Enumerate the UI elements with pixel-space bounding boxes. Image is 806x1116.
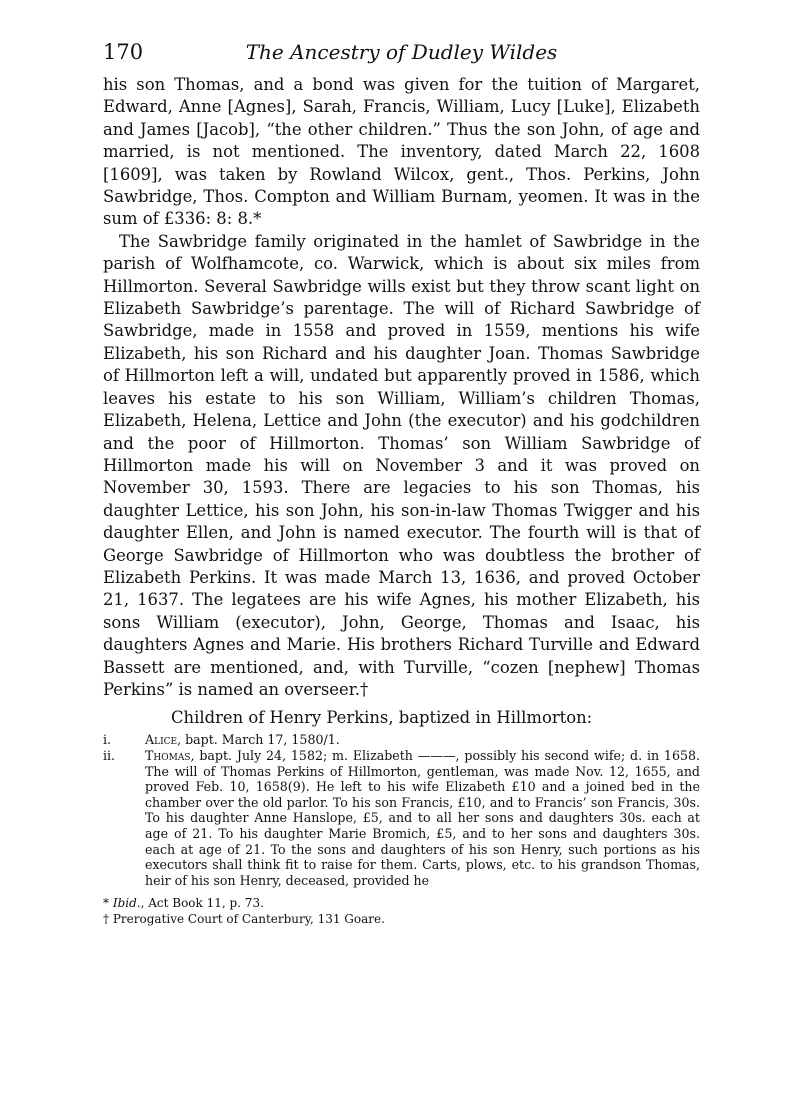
page-number: 170 <box>103 40 144 64</box>
footnote-italic: Ibid. <box>112 896 141 911</box>
footnotes <box>103 896 700 927</box>
page <box>103 40 700 927</box>
footnote-mark: * <box>103 896 113 911</box>
body-paragraph: his son Thomas, and a bond was given for the tuition of Margaret, Edward, Anne [Agnes], Sarah, Francis, William, Lucy [Luke], Elizabeth and James [Jacob], “the other children.” Thus the son John, of age and married, is not mentioned. The inventory, dated March 22, 1608 [1609], was taken by Rowland Wilcox, gent., Thos. Perkins, John Sawbridge, Thos. Compton and William Burnam, yeomen. It was in the sum of £336: 8: 8.* <box>103 75 700 229</box>
footnote <box>103 912 700 928</box>
page-header <box>103 40 700 74</box>
running-title: The Ancestry of Dudley Wildes <box>245 40 558 64</box>
body-paragraph: The Sawbridge family originated in the hamlet of Sawbridge in the parish of Wolfhamcote, co. Warwick, which is about six miles from Hillmorton. Several Sawbridge wills exist but they throw scant light on Elizabeth Sawbridge’s parentage. The will of Richard Sawbridge of Sawbridge, made in 1558 and proved in 1559, mentions his wife Elizabeth, his son Richard and his daughter Joan. Thomas Sawbridge of Hillmorton left a will, undated but apparently proved in 1586, which leaves his estate to his son William, William’s children Thomas, Elizabeth, Helena, Lettice and John (the executor) and his godchildren and the poor of Hillmorton. Thomas’ son William Sawbridge of Hillmorton made his will on November 3 and it was proved on November 30, 1593. There are legacies to his son Thomas, his daughter Lettice, his son John, his son-in-law Thomas Twigger and his daughter Ellen, and John is named executor. The fourth will is that of George Sawbridge of Hillmorton who was doubtless the brother of Elizabeth Perkins. It was made March 13, 1636, and proved October 21, 1637. The legatees are his wife Agnes, his mother Elizabeth, his sons William (executor), John, George, Thomas and Isaac, his daughters Agnes and Marie. His brothers Richard Turville and Edward Bassett are mentioned, and, with Turville, “cozen [nephew] Thomas Perkins” is named an overseer.† <box>103 231 700 699</box>
footnote <box>103 896 700 912</box>
child-details: , bapt. July 24, 1582; m. Elizabeth ———, possibly his second wife; d. in 1658. The will of Thomas Perkins of Hillmorton, gentleman, was made Nov. 12, 1655, and proved Feb. 10, 1658(9). He left to his wife Elizabeth £10 and a joined bed in the chamber over the old parlor. To his son Francis, £10, and to Francis’ son Francis, 30s. To his daughter Anne Hanslope, £5, and to all her sons and daughters 30s. each at age of 21. To his daughter Marie Bromich, £5, and to her sons and daughters 30s. each at age of 21. To the sons and daughters of his son Henry, such portions as his executors shall think fit to raise for them. Carts, plows, etc. to his grandson Thomas, heir of his son Henry, deceased, provided he <box>145 747 700 888</box>
child-details: , bapt. March 17, 1580/1. <box>177 732 340 748</box>
child-number: i. <box>103 732 112 748</box>
child-entry <box>103 732 700 748</box>
child-text <box>145 748 700 888</box>
child-entry <box>103 748 700 888</box>
child-text <box>145 732 700 748</box>
child-name: Thomas <box>145 747 191 763</box>
footnote-mark: † <box>103 911 113 926</box>
child-name: Alice <box>145 732 178 748</box>
child-number: ii. <box>103 747 116 763</box>
children-heading: Children of Henry Perkins, baptized in Hillmorton: <box>171 708 593 728</box>
footnote-text: , Act Book 11, p. 73. <box>140 896 264 911</box>
footnote-text: Prerogative Court of Canterbury, 131 Goare. <box>112 911 385 926</box>
